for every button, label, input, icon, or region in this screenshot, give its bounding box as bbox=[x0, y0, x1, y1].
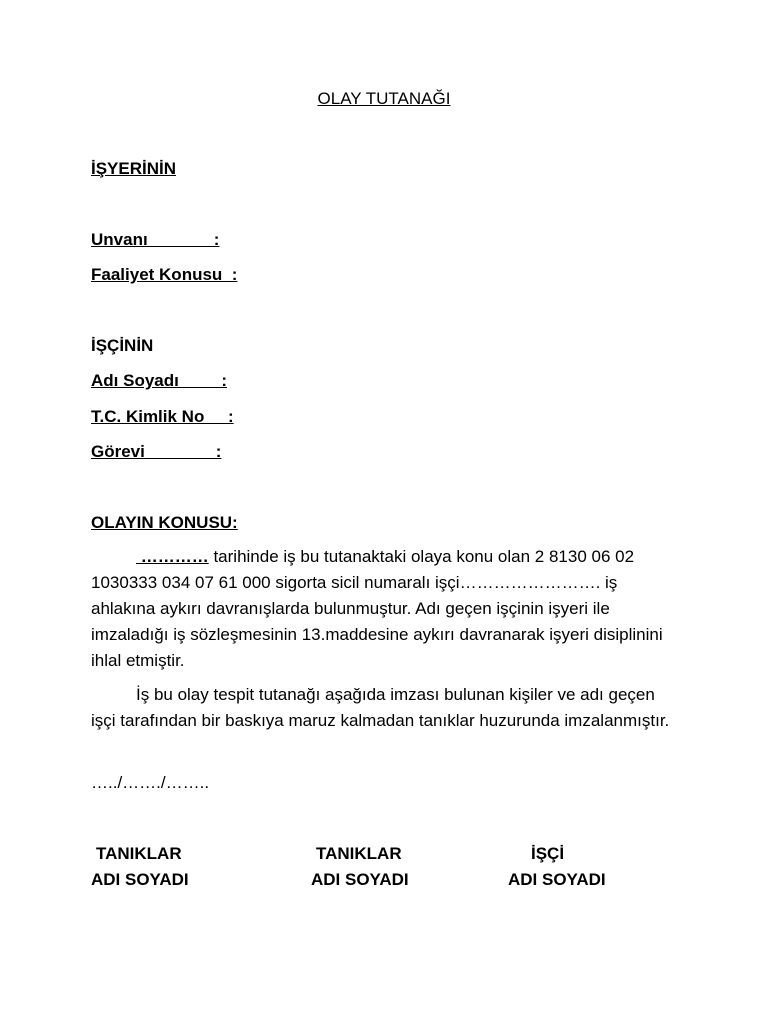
document-title: OLAY TUTANAĞI bbox=[317, 89, 451, 108]
employer-activity-field: Faaliyet Konusu : bbox=[91, 265, 238, 284]
incident-paragraph-2-text: İş bu olay tespit tutanağı aşağıda imzası bulunan kişiler ve adı geçen işçi tarafından bir baskıya maruz kalmadan tanıklar huzurunda imzalanmıştır. bbox=[91, 685, 670, 730]
signature-role-witness-1: TANIKLAR bbox=[96, 844, 182, 863]
signature-name-witness-2: ADI SOYADI bbox=[311, 870, 409, 889]
employee-heading: İŞÇİNİN bbox=[91, 336, 154, 355]
incident-heading: OLAYIN KONUSU: bbox=[91, 513, 238, 532]
incident-paragraph-1-text: tarihinde iş bu tutanaktaki olaya konu olan 2 8130 06 02 1030333 034 07 61 000 sigorta sicil numaralı işçi……………………. iş ahlakına aykırı davranışlarda bulunmuştur. Adı geçen işçinin işyeri ile imzaladığı iş sözleşmesinin 13.maddesine aykırı davranarak işyeri disiplinini ihlal etmiştir. bbox=[91, 547, 663, 670]
employer-heading: İŞYERİNİN bbox=[91, 159, 177, 178]
employee-id-field: T.C. Kimlik No : bbox=[91, 407, 234, 426]
signature-role-employee: İŞÇİ bbox=[531, 844, 565, 863]
employee-name-field: Adı Soyadı : bbox=[91, 371, 228, 390]
incident-date-blank: ………… bbox=[136, 547, 209, 566]
signature-name-employee: ADI SOYADI bbox=[508, 870, 606, 889]
incident-paragraph-2 bbox=[91, 682, 681, 734]
employer-title-field: Unvanı : bbox=[91, 230, 220, 249]
signature-name-witness-1: ADI SOYADI bbox=[91, 870, 189, 889]
employee-position-field: Görevi : bbox=[91, 442, 222, 461]
signature-role-witness-2: TANIKLAR bbox=[316, 844, 402, 863]
incident-paragraph-1 bbox=[91, 544, 681, 674]
date-line: …../……./…….. bbox=[91, 773, 210, 792]
